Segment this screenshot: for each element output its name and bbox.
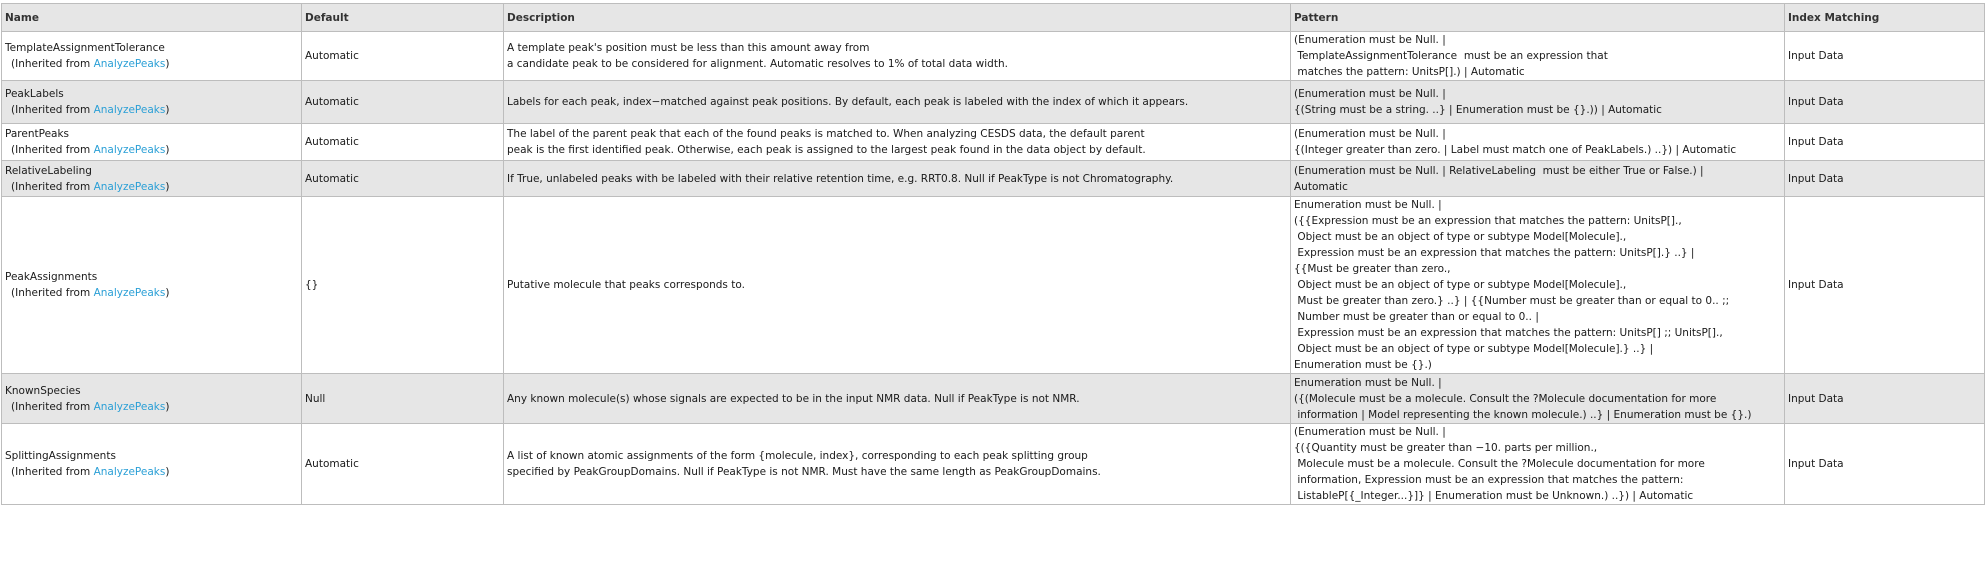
pattern-line: (Enumeration must be Null. | — [1294, 426, 1446, 438]
inherited-suffix: ) — [165, 287, 170, 299]
cell-pattern — [1291, 124, 1785, 161]
pattern-line: Must be greater than zero.} ..} | {{Number must be greater than or equal to 0.. ;; — [1294, 295, 1730, 307]
inherited-prefix: (Inherited from — [11, 104, 94, 116]
analyze-peaks-link[interactable]: AnalyzePeaks — [93, 400, 166, 413]
cell-index-matching: Input Data — [1785, 161, 1985, 197]
inherited-suffix: ) — [165, 58, 170, 70]
inherited-note — [5, 179, 298, 195]
options-table — [1, 3, 1985, 505]
cell-name — [2, 81, 302, 124]
inherited-note — [5, 56, 298, 72]
inherited-note — [5, 142, 298, 158]
inherited-prefix: (Inherited from — [11, 466, 94, 478]
table-row — [2, 424, 1985, 505]
cell-index-matching: Input Data — [1785, 424, 1985, 505]
description-line: Labels for each peak, index−matched against peak positions. By default, each peak is labeled with the index of which it appears. — [507, 96, 1189, 108]
option-name: RelativeLabeling — [5, 164, 92, 177]
inherited-prefix: (Inherited from — [11, 58, 94, 70]
pattern-line: (Enumeration must be Null. | — [1294, 34, 1446, 46]
pattern-line: Object must be an object of type or subtype Model[Molecule].} ..} | — [1294, 343, 1654, 355]
pattern-line: TemplateAssignmentTolerance must be an expression that — [1294, 50, 1608, 62]
cell-name — [2, 32, 302, 81]
description-line: The label of the parent peak that each of the found peaks is matched to. When analyzing CESDS data, the default parent — [507, 128, 1145, 140]
option-name: TemplateAssignmentTolerance — [5, 42, 165, 54]
cell-pattern — [1291, 424, 1785, 505]
cell-description — [504, 424, 1291, 505]
cell-description — [504, 161, 1291, 197]
cell-name — [2, 161, 302, 197]
header-row — [2, 4, 1985, 32]
inherited-prefix: (Inherited from — [11, 287, 94, 299]
cell-default: Automatic — [302, 81, 504, 124]
inherited-suffix: ) — [165, 144, 170, 156]
pattern-line: Object must be an object of type or subtype Model[Molecule]., — [1294, 279, 1627, 291]
analyze-peaks-link[interactable]: AnalyzePeaks — [93, 144, 166, 156]
cell-description — [504, 197, 1291, 374]
inherited-note — [5, 464, 298, 480]
table-row — [2, 197, 1985, 374]
cell-pattern — [1291, 81, 1785, 124]
table-row — [2, 374, 1985, 424]
pattern-line: information, Expression must be an expression that matches the pattern: — [1294, 474, 1684, 486]
cell-name — [2, 197, 302, 374]
analyze-peaks-link[interactable]: AnalyzePeaks — [93, 104, 166, 116]
header-default: Default — [302, 4, 504, 32]
analyze-peaks-link[interactable]: AnalyzePeaks — [93, 466, 166, 478]
option-name: PeakLabels — [5, 88, 64, 100]
cell-description — [504, 124, 1291, 161]
pattern-line: {(Integer greater than zero. | Label must match one of PeakLabels.) ..}) | Automatic — [1294, 144, 1737, 156]
pattern-line: (Enumeration must be Null. | RelativeLabeling must be either True or False.) | — [1294, 164, 1704, 177]
analyze-peaks-link[interactable]: AnalyzePeaks — [93, 58, 166, 70]
inherited-prefix: (Inherited from — [11, 400, 94, 413]
cell-description — [504, 32, 1291, 81]
table-body — [2, 32, 1985, 505]
option-name: SplittingAssignments — [5, 450, 116, 462]
pattern-line: Object must be an object of type or subtype Model[Molecule]., — [1294, 231, 1627, 243]
inherited-suffix: ) — [165, 466, 170, 478]
description-line: peak is the first identified peak. Otherwise, each peak is assigned to the largest peak found in the data object by default. — [507, 144, 1146, 156]
pattern-line: Enumeration must be Null. | — [1294, 376, 1442, 389]
pattern-line: Expression must be an expression that matches the pattern: UnitsP[] ;; UnitsP[]., — [1294, 327, 1723, 339]
cell-default: {} — [302, 197, 504, 374]
header-pattern: Pattern — [1291, 4, 1785, 32]
inherited-prefix: (Inherited from — [11, 144, 94, 156]
cell-default: Automatic — [302, 424, 504, 505]
description-line: A list of known atomic assignments of the form {molecule, index}, corresponding to each peak splitting group — [507, 450, 1088, 462]
pattern-line: ListableP[{_Integer...}]} | Enumeration must be Unknown.) ..}) | Automatic — [1294, 490, 1694, 502]
description-line: specified by PeakGroupDomains. Null if PeakType is not NMR. Must have the same length as PeakGroupDomains. — [507, 466, 1101, 478]
header-index-matching: Index Matching — [1785, 4, 1985, 32]
inherited-suffix: ) — [165, 400, 170, 413]
pattern-line: Molecule must be a molecule. Consult the ?Molecule documentation for more — [1294, 458, 1705, 470]
cell-name — [2, 124, 302, 161]
pattern-line: Expression must be an expression that matches the pattern: UnitsP[].} ..} | — [1294, 247, 1695, 259]
cell-pattern — [1291, 197, 1785, 374]
cell-pattern — [1291, 32, 1785, 81]
pattern-line: information | Model representing the known molecule.) ..} | Enumeration must be {}.) — [1294, 408, 1752, 421]
pattern-line: Automatic — [1294, 180, 1348, 193]
pattern-line: {(String must be a string. ..} | Enumeration must be {}.)) | Automatic — [1294, 104, 1662, 116]
cell-index-matching: Input Data — [1785, 197, 1985, 374]
pattern-line: Number must be greater than or equal to 0.. | — [1294, 311, 1539, 323]
option-name: PeakAssignments — [5, 271, 98, 283]
table-row — [2, 124, 1985, 161]
pattern-line: Enumeration must be {}.) — [1294, 359, 1432, 371]
table-row — [2, 161, 1985, 197]
cell-pattern — [1291, 374, 1785, 424]
cell-index-matching: Input Data — [1785, 32, 1985, 81]
pattern-line: {({Quantity must be greater than −10. parts per million., — [1294, 442, 1598, 454]
pattern-line: (Enumeration must be Null. | — [1294, 128, 1446, 140]
cell-default: Null — [302, 374, 504, 424]
inherited-note — [5, 285, 298, 301]
header-description: Description — [504, 4, 1291, 32]
pattern-line: matches the pattern: UnitsP[].) | Automatic — [1294, 66, 1525, 78]
cell-default: Automatic — [302, 124, 504, 161]
analyze-peaks-link[interactable]: AnalyzePeaks — [93, 180, 166, 193]
inherited-suffix: ) — [165, 180, 170, 193]
inherited-note — [5, 399, 298, 415]
description-line: Any known molecule(s) whose signals are expected to be in the input NMR data. Null if PeakType is not NMR. — [507, 392, 1080, 405]
option-name: ParentPeaks — [5, 128, 70, 140]
pattern-line: Enumeration must be Null. | — [1294, 199, 1442, 211]
inherited-suffix: ) — [165, 104, 170, 116]
description-line: a candidate peak to be considered for alignment. Automatic resolves to 1% of total data width. — [507, 58, 1008, 70]
pattern-line: ({{Expression must be an expression that matches the pattern: UnitsP[]., — [1294, 215, 1682, 227]
cell-index-matching: Input Data — [1785, 124, 1985, 161]
cell-name — [2, 374, 302, 424]
cell-index-matching: Input Data — [1785, 81, 1985, 124]
cell-default: Automatic — [302, 161, 504, 197]
cell-default: Automatic — [302, 32, 504, 81]
option-name: KnownSpecies — [5, 384, 81, 397]
cell-pattern — [1291, 161, 1785, 197]
table-row — [2, 81, 1985, 124]
pattern-line: {{Must be greater than zero., — [1294, 263, 1451, 275]
analyze-peaks-link[interactable]: AnalyzePeaks — [93, 287, 166, 299]
cell-description — [504, 374, 1291, 424]
cell-name — [2, 424, 302, 505]
pattern-line: ({(Molecule must be a molecule. Consult the ?Molecule documentation for more — [1294, 392, 1717, 405]
description-line: If True, unlabeled peaks with be labeled with their relative retention time, e.g. RRT0.8. Null if PeakType is not Chromatography. — [507, 172, 1174, 185]
header-name: Name — [2, 4, 302, 32]
cell-description — [504, 81, 1291, 124]
description-line: Putative molecule that peaks corresponds to. — [507, 279, 745, 291]
pattern-line: (Enumeration must be Null. | — [1294, 88, 1446, 100]
inherited-prefix: (Inherited from — [11, 180, 94, 193]
inherited-note — [5, 102, 298, 118]
cell-index-matching: Input Data — [1785, 374, 1985, 424]
description-line: A template peak's position must be less than this amount away from — [507, 42, 870, 54]
table-row — [2, 32, 1985, 81]
